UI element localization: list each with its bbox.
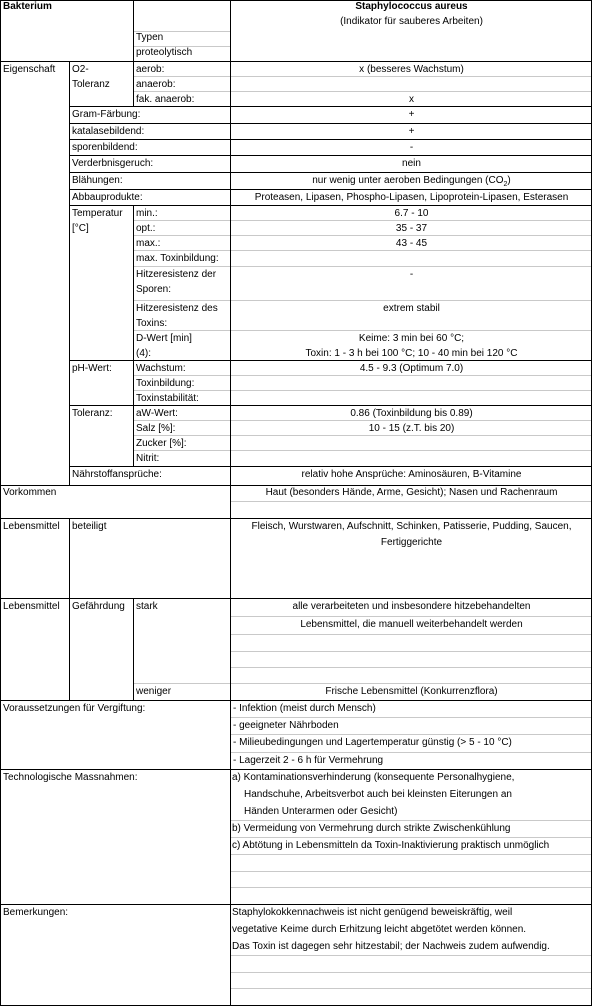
toxinbildung-label: Toxinbildung: xyxy=(136,378,195,389)
massnahme-a: a) Kontaminationsverhinderung (konsequente Personalhygiene, xyxy=(232,772,515,783)
row-divider xyxy=(0,700,592,701)
column-divider xyxy=(133,360,134,405)
gram-label: Gram-Färbung: xyxy=(72,109,141,120)
wachstum-label: Wachstum: xyxy=(136,363,186,374)
fak-anaerob-value: x xyxy=(409,94,414,105)
row-divider xyxy=(134,266,230,267)
lm-beteiligt-value-2: Fertiggerichte xyxy=(380,537,443,548)
voraussetzung-item: - Infektion (meist durch Mensch) xyxy=(233,703,376,714)
naehr-value: relativ hohe Ansprüche: Aminosäuren, B-Vitamine xyxy=(301,469,522,480)
aw-value: 0.86 (Toxinbildung bis 0.89) xyxy=(350,408,473,419)
ph-label: pH-Wert: xyxy=(72,363,112,374)
sporen-label: sporenbildend: xyxy=(72,142,138,153)
column-divider xyxy=(69,598,70,700)
column-divider xyxy=(0,0,1,1006)
sporen-value: - xyxy=(409,142,414,153)
dwert-value-2: Toxin: 1 - 3 h bei 100 °C; 10 - 40 min bei 120 °C xyxy=(305,348,518,359)
blaehungen-label: Blähungen: xyxy=(72,175,123,186)
row-divider xyxy=(231,683,591,684)
vorkommen-value: Haut (besonders Hände, Arme, Gesicht); Nasen und Rachenraum xyxy=(265,487,558,498)
stark-value: alle verarbeiteten und insbesondere hitzebehandelten xyxy=(292,601,531,612)
geruch-label: Verderbnisgeruch: xyxy=(72,158,154,169)
proteolytic-label: proteolytisch xyxy=(136,47,193,58)
nitrit-label: Nitrit: xyxy=(136,453,160,464)
aerob-value: x (besseres Wachstum) xyxy=(359,64,464,75)
row-divider xyxy=(231,501,591,502)
row-divider xyxy=(70,123,592,124)
voraussetzungen-label: Voraussetzungen für Vergiftung: xyxy=(3,703,146,714)
row-divider xyxy=(231,651,591,652)
massnahmen-label: Technologische Massnahmen: xyxy=(3,772,138,783)
row-divider xyxy=(134,235,230,236)
abbau-value: Proteasen, Lipasen, Phospho-Lipasen, Lipoprotein-Lipasen, Esterasen xyxy=(254,192,569,203)
column-divider xyxy=(133,205,134,360)
blaehungen-value-post: ) xyxy=(507,175,511,186)
row-divider xyxy=(134,420,230,421)
opt-label: opt.: xyxy=(136,223,156,234)
row-divider xyxy=(134,330,230,331)
o2-label: O2- xyxy=(72,64,89,75)
row-divider xyxy=(231,752,591,753)
geruch-value: nein xyxy=(402,158,421,169)
row-divider xyxy=(70,155,592,156)
stark-value-2: Lebensmittel, die manuell weiterbehandelt werden xyxy=(300,619,523,630)
column-divider xyxy=(69,61,70,485)
row-divider xyxy=(231,854,591,855)
bemerkungen-label: Bemerkungen: xyxy=(3,907,69,918)
massnahme-a-3: Händen Unterarmen oder Gesicht) xyxy=(244,806,398,817)
wachstum-value: 4.5 - 9.3 (Optimum 7.0) xyxy=(359,363,464,374)
row-divider xyxy=(134,300,230,301)
blaehungen-value xyxy=(231,175,592,189)
weniger-value: Frische Lebensmittel (Konkurrenzflora) xyxy=(325,686,498,697)
row-divider xyxy=(0,518,592,519)
lm-beteiligt-value: Fleisch, Wurstwaren, Aufschnitt, Schinken, Patisserie, Pudding, Saucen, xyxy=(251,521,572,532)
lm-gefaehrdung-sub: Gefährdung xyxy=(72,601,125,612)
row-divider xyxy=(231,435,591,436)
dwert-label: D-Wert [min] xyxy=(136,333,192,344)
bemerkungen-line: vegetative Keime durch Erhitzung leicht abgetötet werden können. xyxy=(232,924,527,935)
lm-gefaehrdung-label: Lebensmittel xyxy=(3,601,60,612)
row-divider xyxy=(231,616,591,617)
row-divider xyxy=(231,375,591,376)
row-divider xyxy=(231,820,591,821)
massnahme-a-2: Handschuhe, Arbeitsverbot auch bei kleinsten Eiterungen an xyxy=(244,789,512,800)
hitze-sporen-label: Hitzeresistenz der xyxy=(136,269,217,280)
column-divider xyxy=(69,518,70,598)
row-divider xyxy=(231,220,591,221)
row-divider xyxy=(134,76,230,77)
row-divider xyxy=(231,235,591,236)
bemerkungen-line: Das Toxin ist dagegen sehr hitzestabil; der Nachweis zudem aufwendig. xyxy=(232,941,550,952)
header-title: Staphylococcus aureus xyxy=(355,1,468,12)
row-divider xyxy=(231,667,591,668)
row-divider xyxy=(70,139,592,140)
row-divider xyxy=(231,717,591,718)
row-divider xyxy=(134,435,230,436)
column-divider xyxy=(133,598,134,700)
voraussetzung-item: - geeigneter Nährboden xyxy=(233,720,339,731)
row-divider xyxy=(70,205,592,206)
anaerob-label: anaerob: xyxy=(136,79,176,90)
row-divider xyxy=(231,450,591,451)
aerob-label: aerob: xyxy=(136,64,165,75)
gram-value: + xyxy=(408,109,415,120)
hitze-sporen-value: - xyxy=(409,269,414,280)
lm-beteiligt-label: Lebensmittel xyxy=(3,521,60,532)
massnahme-b: b) Vermeidung von Vermehrung durch strikte Zwischenkühlung xyxy=(232,823,511,834)
row-divider xyxy=(231,634,591,635)
opt-value: 35 - 37 xyxy=(395,223,428,234)
salz-value: 10 - 15 (z.T. bis 20) xyxy=(368,423,455,434)
types-label: Typen xyxy=(136,32,164,43)
temp-label: Temperatur xyxy=(72,208,123,219)
min-value: 6.7 - 10 xyxy=(394,208,429,219)
katalase-value: + xyxy=(408,126,415,137)
massnahme-c: c) Abtötung in Lebensmitteln da Toxin-Inaktivierung praktisch unmöglich xyxy=(232,840,550,851)
min-label: min.: xyxy=(136,208,158,219)
row-divider xyxy=(0,485,592,486)
blaehungen-value-pre: nur wenig unter aeroben Bedingungen (CO xyxy=(312,175,504,186)
row-divider xyxy=(70,106,592,107)
max-label: max.: xyxy=(136,238,161,249)
toleranz-label: Toleranz: xyxy=(72,408,113,419)
row-divider xyxy=(134,375,230,376)
voraussetzung-item: - Lagerzeit 2 - 6 h für Vermehrung xyxy=(233,755,384,766)
hitze-tox-label: Hitzeresistenz des xyxy=(136,303,218,314)
row-divider xyxy=(134,220,230,221)
stark-label: stark xyxy=(136,601,158,612)
salz-label: Salz [%]: xyxy=(136,423,176,434)
row-divider xyxy=(231,887,591,888)
row-divider xyxy=(134,250,230,251)
toxinstab-label: Toxinstabilität: xyxy=(136,393,199,404)
row-divider xyxy=(231,837,591,838)
dwert-value: Keime: 3 min bei 60 °C; xyxy=(358,333,465,344)
eigenschaft-label: Eigenschaft xyxy=(3,64,56,75)
row-divider xyxy=(231,76,591,77)
katalase-label: katalasebildend: xyxy=(72,126,145,137)
row-divider xyxy=(231,734,591,735)
naehr-label: Nährstoffansprüche: xyxy=(72,469,162,480)
row-divider xyxy=(231,420,591,421)
voraussetzung-item: - Milieubedingungen und Lagertemperatur günstig (> 5 - 10 °C) xyxy=(233,737,512,748)
row-divider xyxy=(231,390,591,391)
row-divider xyxy=(70,172,592,173)
blaehungen-sub: 2 xyxy=(503,181,508,188)
header-label: Bakterium xyxy=(3,1,52,12)
vorkommen-label: Vorkommen xyxy=(3,487,57,498)
aw-label: aW-Wert: xyxy=(136,408,178,419)
max-tox-label: max. Toxinbildung: xyxy=(136,253,219,264)
temp-unit: [°C] xyxy=(72,223,89,234)
row-divider xyxy=(134,683,230,684)
max-value: 43 - 45 xyxy=(395,238,428,249)
abbau-label: Abbauprodukte: xyxy=(72,192,143,203)
row-divider xyxy=(134,91,230,92)
hitze-tox-value: extrem stabil xyxy=(383,303,440,314)
row-divider xyxy=(231,955,591,956)
row-divider xyxy=(0,598,592,599)
lm-beteiligt-sub: beteiligt xyxy=(72,521,107,532)
row-divider xyxy=(231,266,591,267)
row-divider xyxy=(0,904,592,905)
o2-label-2: Toleranz xyxy=(72,79,110,90)
row-divider xyxy=(231,330,591,331)
dwert-label-2: (4): xyxy=(136,348,151,359)
row-divider xyxy=(70,360,592,361)
row-divider xyxy=(134,390,230,391)
row-divider xyxy=(70,466,592,467)
row-divider xyxy=(231,250,591,251)
row-divider xyxy=(231,988,591,989)
row-divider xyxy=(0,769,592,770)
hitze-tox-label-2: Toxins: xyxy=(136,318,168,329)
row-divider xyxy=(134,450,230,451)
header-subtitle: (Indikator für sauberes Arbeiten) xyxy=(340,16,483,27)
row-divider xyxy=(231,300,591,301)
fak-anaerob-label: fak. anaerob: xyxy=(136,94,195,105)
row-divider xyxy=(231,972,591,973)
column-divider xyxy=(133,61,134,106)
hitze-sporen-label-2: Sporen: xyxy=(136,284,172,295)
row-divider xyxy=(231,871,591,872)
row-divider xyxy=(70,405,592,406)
row-divider xyxy=(0,61,592,62)
zucker-label: Zucker [%]: xyxy=(136,438,187,449)
row-divider xyxy=(231,91,591,92)
weniger-label: weniger xyxy=(136,686,172,697)
bemerkungen-line: Staphylokokkennachweis ist nicht genügend beweiskräftig, weil xyxy=(232,907,513,918)
